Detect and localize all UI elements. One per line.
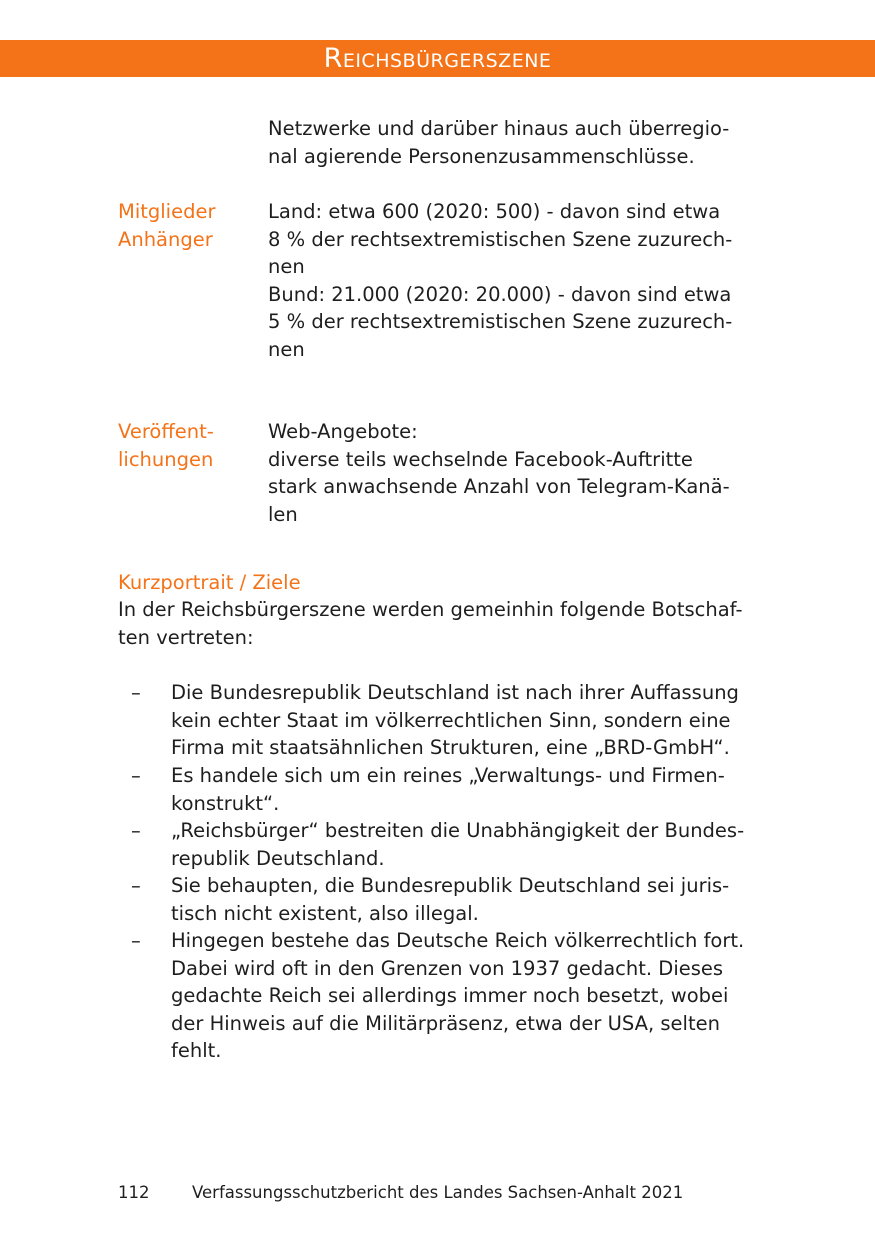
text-line: Land: etwa 600 (2020: 500) - davon sind etwa (268, 200, 721, 223)
text-line: Web-Angebote: (268, 420, 418, 443)
text-line: nen (268, 255, 305, 278)
publications-value (268, 418, 730, 528)
text-line: Dabei wird oft in den Grenzen von 1937 gedacht. Dieses (171, 956, 724, 980)
label-line: Mitglieder (118, 200, 216, 223)
text-line: kein echter Staat im völkerrechtlichen Sinn, sondern eine (171, 708, 731, 732)
text-line: tisch nicht existent, also illegal. (171, 901, 479, 925)
list-item (171, 872, 729, 927)
text-line: „Reichsbürger“ bestreiten die Unabhängigkeit der Bundes- (171, 819, 745, 842)
text-line: Sie behaupten, die Bundesrepublik Deutschland sei juris- (171, 874, 730, 897)
intro-text (268, 115, 729, 170)
text-line: Die Bundesrepublik Deutschland ist nach ihrer Auffassung (171, 681, 739, 704)
members-label (118, 198, 216, 253)
publications-label (118, 418, 214, 473)
text-line: Netzwerke und darüber hinaus auch überregio- (268, 117, 730, 140)
text-line: nal agierende Personenzusammenschlüsse. (268, 144, 695, 168)
text-line: ten vertreten: (118, 625, 254, 649)
members-value (268, 198, 732, 363)
label-line: Anhänger (118, 227, 213, 251)
text-line: Es handele sich um ein reines „Verwaltungs- und Firmen- (171, 764, 725, 787)
dash-marker: – (131, 929, 141, 952)
text-line: len (268, 502, 298, 526)
text-line: nen (268, 337, 305, 361)
label-line: lichungen (118, 447, 214, 471)
section-banner (0, 40, 875, 77)
text-line: Bund: 21.000 (2020: 20.000) - davon sind etwa (268, 282, 732, 306)
list-item (171, 817, 744, 872)
text-line: In der Reichsbürgerszene werden gemeinhin folgende Botschaf- (118, 598, 743, 621)
text-line: der Hinweis auf die Militärpräsenz, etwa der USA, selten (171, 1011, 720, 1035)
list-item (171, 679, 739, 762)
list-item (171, 762, 725, 817)
dash-marker: – (131, 764, 141, 787)
text-line: fehlt. (171, 1039, 222, 1062)
text-line: 8 % der rechtsextremistischen Szene zuzurech- (268, 227, 733, 251)
text-line: konstrukt“. (171, 791, 280, 815)
text-line: stark anwachsende Anzahl von Telegram-Kanä- (268, 475, 730, 498)
dash-marker: – (131, 874, 141, 897)
section-intro (118, 596, 743, 651)
text-line: 5 % der rechtsextremistischen Szene zuzurech- (268, 310, 733, 333)
text-line: diverse teils wechselnde Facebook-Auftritte (268, 447, 693, 471)
list-item (171, 927, 744, 1065)
dash-marker: – (131, 681, 141, 704)
section-heading: Kurzportrait / Ziele (118, 571, 301, 594)
text-line: Hingegen bestehe das Deutsche Reich völkerrechtlich fort. (171, 929, 745, 952)
dash-marker: – (131, 819, 141, 842)
section-title: Reichsbürgerszene (323, 43, 552, 74)
footer-text: Verfassungsschutzbericht des Landes Sachsen-Anhalt 2021 (192, 1183, 684, 1202)
text-line: Firma mit staatsähnlichen Strukturen, eine „BRD-GmbH“. (171, 736, 730, 759)
label-line: Veröffent- (118, 420, 214, 443)
text-line: republik Deutschland. (171, 846, 385, 870)
page-number: 112 (118, 1183, 150, 1202)
text-line: gedachte Reich sei allerdings immer noch besetzt, wobei (171, 984, 729, 1007)
